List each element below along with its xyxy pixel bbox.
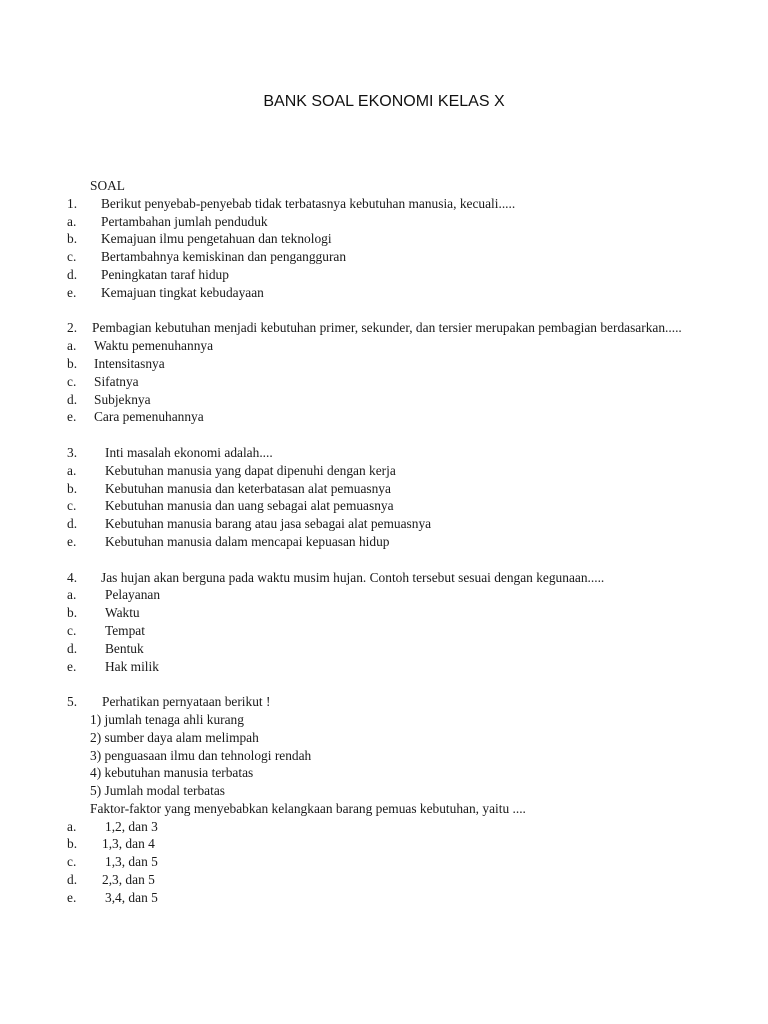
- option-a: [67, 337, 697, 355]
- option-letter: c.: [67, 622, 77, 638]
- question-4: [67, 569, 697, 676]
- option-text: Kebutuhan manusia dan keterbatasan alat pemuasnya: [105, 480, 391, 496]
- question-1: [67, 195, 697, 302]
- option-d: [67, 266, 697, 284]
- option-text: Cara pemenuhannya: [94, 409, 204, 425]
- option-text: Kebutuhan manusia yang dapat dipenuhi dengan kerja: [105, 462, 396, 478]
- option-letter: d.: [67, 640, 78, 656]
- question-number: 2.: [67, 320, 78, 336]
- question-5: [67, 693, 697, 907]
- question-text: Pembagian kebutuhan menjadi kebutuhan primer, sekunder, dan tersier merupakan pembagian berdasarkan.....: [92, 320, 682, 336]
- option-text: 1,2, dan 3: [105, 818, 158, 834]
- option-e: [67, 284, 697, 302]
- question-stem: [67, 569, 697, 587]
- page-title: BANK SOAL EKONOMI KELAS X: [263, 93, 505, 110]
- option-e: [67, 658, 697, 676]
- option-e: [67, 408, 697, 426]
- question-number: 1.: [67, 195, 78, 211]
- option-c: [67, 248, 697, 266]
- option-a: [67, 586, 697, 604]
- option-text: 3,4, dan 5: [105, 889, 158, 905]
- option-d: [67, 640, 697, 658]
- statement-5: 5) Jumlah modal terbatas: [90, 783, 225, 799]
- option-text: Pertambahan jumlah penduduk: [101, 213, 268, 229]
- option-letter: c.: [67, 373, 77, 389]
- option-a: [67, 213, 697, 231]
- question-stem: [67, 195, 697, 213]
- option-letter: e.: [67, 889, 77, 905]
- option-text: Bertambahnya kemiskinan dan pengangguran: [101, 249, 347, 265]
- option-letter: a.: [67, 818, 77, 834]
- option-text: Kemajuan tingkat kebudayaan: [101, 284, 264, 300]
- option-text: Peningkatan taraf hidup: [101, 266, 229, 282]
- option-text: Kebutuhan manusia dan uang sebagai alat pemuasnya: [105, 498, 394, 514]
- question-prompt: Faktor-faktor yang menyebabkan kelangkaan barang pemuas kebutuhan, yaitu ....: [90, 800, 526, 816]
- option-letter: a.: [67, 587, 77, 603]
- option-letter: c.: [67, 498, 77, 514]
- option-text: Kebutuhan manusia dalam mencapai kepuasan hidup: [105, 533, 390, 549]
- option-text: 1,3, dan 4: [102, 836, 155, 852]
- option-b: [67, 604, 697, 622]
- option-letter: d.: [67, 516, 78, 532]
- question-number: 3.: [67, 444, 78, 460]
- option-text: 1,3, dan 5: [105, 854, 158, 870]
- question-text: Perhatikan pernyataan berikut !: [102, 694, 271, 710]
- option-letter: e.: [67, 284, 77, 300]
- option-e: [67, 533, 697, 551]
- option-letter: d.: [67, 266, 78, 282]
- option-text: Waktu pemenuhannya: [94, 338, 214, 354]
- option-text: Sifatnya: [94, 373, 139, 389]
- option-d: [67, 515, 697, 533]
- option-letter: a.: [67, 338, 77, 354]
- question-text: Inti masalah ekonomi adalah....: [105, 444, 273, 460]
- option-text: Hak milik: [105, 658, 159, 674]
- option-letter: b.: [67, 355, 78, 371]
- option-letter: a.: [67, 462, 77, 478]
- question-text: Jas hujan akan berguna pada waktu musim hujan. Contoh tersebut sesuai dengan kegunaan.....: [101, 569, 605, 585]
- option-text: Pelayanan: [105, 587, 161, 603]
- option-a: [67, 818, 697, 836]
- option-text: Waktu: [105, 605, 140, 621]
- option-letter: d.: [67, 872, 78, 888]
- option-c: [67, 373, 697, 391]
- option-text: 2,3, dan 5: [102, 872, 155, 888]
- option-letter: e.: [67, 409, 77, 425]
- question-number: 4.: [67, 569, 78, 585]
- option-text: Bentuk: [105, 640, 144, 656]
- option-text: Kebutuhan manusia barang atau jasa sebagai alat pemuasnya: [105, 516, 432, 532]
- option-a: [67, 462, 697, 480]
- option-d: [67, 871, 697, 889]
- option-d: [67, 391, 697, 409]
- option-letter: e.: [67, 658, 77, 674]
- option-letter: b.: [67, 605, 78, 621]
- option-text: Subjeknya: [94, 391, 151, 407]
- option-letter: c.: [67, 249, 77, 265]
- statement-1: 1) jumlah tenaga ahli kurang: [90, 711, 244, 727]
- question-stem: [67, 693, 697, 711]
- option-c: [67, 853, 697, 871]
- spacer: [67, 302, 697, 320]
- question-2: [67, 319, 697, 426]
- question-3: [67, 444, 697, 551]
- soal-heading: SOAL: [90, 178, 125, 193]
- option-e: [67, 889, 697, 907]
- option-b: [67, 835, 697, 853]
- spacer: [67, 675, 697, 693]
- option-c: [67, 497, 697, 515]
- question-stem: [67, 319, 697, 337]
- option-letter: b.: [67, 231, 78, 247]
- statement-4: 4) kebutuhan manusia terbatas: [90, 765, 254, 781]
- spacer: [67, 426, 697, 444]
- spacer: [67, 551, 697, 569]
- option-b: [67, 355, 697, 373]
- option-letter: a.: [67, 213, 77, 229]
- question-list: [67, 177, 697, 907]
- option-letter: d.: [67, 391, 78, 407]
- option-text: Kemajuan ilmu pengetahuan dan teknologi: [101, 231, 332, 247]
- option-letter: e.: [67, 533, 77, 549]
- question-number: 5.: [67, 694, 78, 710]
- option-letter: b.: [67, 480, 78, 496]
- option-letter: c.: [67, 854, 77, 870]
- question-text: Berikut penyebab-penyebab tidak terbatasnya kebutuhan manusia, kecuali.....: [101, 195, 516, 211]
- option-b: [67, 480, 697, 498]
- option-letter: b.: [67, 836, 78, 852]
- statement-3: 3) penguasaan ilmu dan tehnologi rendah: [90, 747, 312, 763]
- statement-2: 2) sumber daya alam melimpah: [90, 729, 259, 745]
- option-text: Intensitasnya: [94, 355, 165, 371]
- option-text: Tempat: [105, 622, 145, 638]
- question-stem: [67, 444, 697, 462]
- option-b: [67, 230, 697, 248]
- option-c: [67, 622, 697, 640]
